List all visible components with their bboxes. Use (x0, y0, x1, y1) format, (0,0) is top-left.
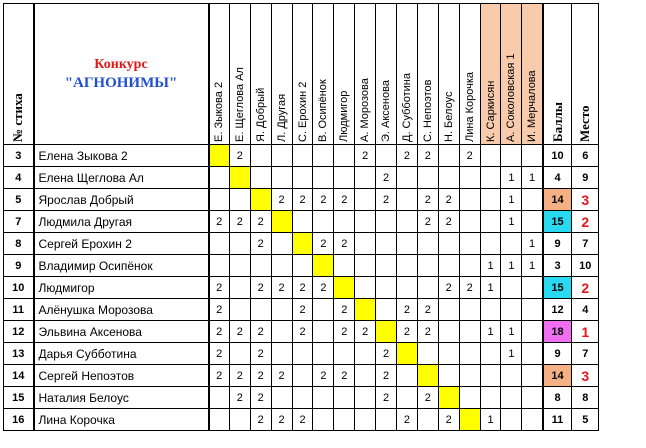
score-cell (480, 167, 501, 189)
score-cell: 2 (417, 321, 438, 343)
score-cell: 2 (417, 189, 438, 211)
score-cell (334, 255, 355, 277)
place-cell: 6 (572, 145, 599, 167)
score-cell (292, 343, 313, 365)
score-cell (250, 255, 271, 277)
score-cell: 2 (334, 365, 355, 387)
score-cell: 2 (292, 277, 313, 299)
place-cell: 10 (572, 255, 599, 277)
score-cell (313, 145, 334, 167)
table-row (4, 277, 599, 299)
score-cell (334, 409, 355, 431)
points-cell: 9 (543, 343, 572, 365)
score-cell: 1 (501, 189, 522, 211)
place-cell: 7 (572, 343, 599, 365)
score-cell: 2 (438, 211, 459, 233)
score-cell (334, 167, 355, 189)
table-row (4, 387, 599, 409)
score-cell (355, 409, 376, 431)
score-cell: 2 (334, 299, 355, 321)
place-cell: 2 (572, 277, 599, 299)
score-cell: 2 (250, 387, 271, 409)
score-cell: 2 (417, 211, 438, 233)
score-cell (397, 277, 418, 299)
points-cell: 9 (543, 233, 572, 255)
score-cell: 2 (292, 189, 313, 211)
score-cell (501, 387, 522, 409)
score-cell: 2 (334, 233, 355, 255)
score-cell (501, 277, 522, 299)
place-cell: 2 (572, 211, 599, 233)
table-row (4, 409, 599, 431)
row-number: 10 (4, 277, 34, 299)
row-number-header: № стиха (4, 4, 34, 145)
score-cell (522, 409, 543, 431)
score-cell (355, 365, 376, 387)
score-cell: 2 (376, 365, 397, 387)
score-cell (480, 189, 501, 211)
score-cell (480, 299, 501, 321)
points-cell: 15 (543, 277, 572, 299)
author-name: Лина Корочка (34, 409, 209, 431)
author-name: Алёнушка Морозова (34, 299, 209, 321)
author-name: Сергей Ерохин 2 (34, 233, 209, 255)
table-row (4, 321, 599, 343)
score-cell: 2 (397, 299, 418, 321)
score-cell (417, 277, 438, 299)
score-cell (292, 255, 313, 277)
score-cell: 2 (334, 189, 355, 211)
points-cell: 14 (543, 189, 572, 211)
score-cell (376, 299, 397, 321)
score-cell (438, 145, 459, 167)
score-cell (271, 167, 292, 189)
score-cell: 2 (250, 409, 271, 431)
score-cell (334, 277, 355, 299)
score-cell: 2 (292, 321, 313, 343)
column-header: В. Осипёнок (313, 4, 334, 145)
score-cell: 1 (522, 255, 543, 277)
score-cell (229, 343, 250, 365)
score-cell: 2 (376, 189, 397, 211)
score-cell (459, 387, 480, 409)
score-cell (209, 145, 230, 167)
place-cell: 9 (572, 167, 599, 189)
score-cell (376, 211, 397, 233)
score-cell (355, 387, 376, 409)
score-cell (459, 167, 480, 189)
row-number: 16 (4, 409, 34, 431)
score-cell: 1 (501, 343, 522, 365)
table-row (4, 145, 599, 167)
score-cell (229, 255, 250, 277)
score-cell (376, 255, 397, 277)
score-cell (459, 211, 480, 233)
contest-title-line2: "АГНОНИМЫ" (64, 74, 178, 91)
score-cell: 1 (522, 167, 543, 189)
score-cell (480, 343, 501, 365)
score-cell (229, 233, 250, 255)
score-cell (522, 343, 543, 365)
score-cell (229, 299, 250, 321)
score-cell (355, 189, 376, 211)
score-cell (313, 211, 334, 233)
row-number: 8 (4, 233, 34, 255)
contest-title (34, 4, 209, 145)
score-cell: 2 (313, 277, 334, 299)
score-cell: 1 (480, 321, 501, 343)
score-cell: 2 (313, 189, 334, 211)
place-cell: 3 (572, 365, 599, 387)
score-cell (355, 167, 376, 189)
column-header: С. Ерохин 2 (292, 4, 313, 145)
score-cell: 2 (250, 233, 271, 255)
column-header: К. Саркисян (480, 4, 501, 145)
row-number: 11 (4, 299, 34, 321)
score-cell: 2 (417, 299, 438, 321)
table-row (4, 299, 599, 321)
author-name: Наталия Белоус (34, 387, 209, 409)
row-number: 14 (4, 365, 34, 387)
author-name: Владимир Осипёнок (34, 255, 209, 277)
score-cell (376, 277, 397, 299)
row-number: 7 (4, 211, 34, 233)
score-cell: 2 (229, 365, 250, 387)
table-row (4, 189, 599, 211)
score-cell: 1 (501, 255, 522, 277)
place-cell: 3 (572, 189, 599, 211)
score-cell (480, 233, 501, 255)
score-cell: 2 (438, 189, 459, 211)
score-cell (209, 409, 230, 431)
score-cell (271, 233, 292, 255)
score-cell (313, 343, 334, 365)
score-cell (292, 167, 313, 189)
score-cell (355, 211, 376, 233)
score-cell (397, 343, 418, 365)
score-cell: 2 (209, 211, 230, 233)
score-cell: 2 (250, 321, 271, 343)
row-number: 9 (4, 255, 34, 277)
score-cell (313, 409, 334, 431)
score-cell (313, 387, 334, 409)
score-cell (313, 167, 334, 189)
column-header: Е. Щеглова Ал (229, 4, 250, 145)
points-cell: 14 (543, 365, 572, 387)
score-cell (522, 211, 543, 233)
score-cell (480, 365, 501, 387)
score-cell (376, 233, 397, 255)
score-cell (459, 189, 480, 211)
score-cell (501, 299, 522, 321)
column-header: Е. Зыкова 2 (209, 4, 230, 145)
score-cell (438, 365, 459, 387)
score-cell (250, 299, 271, 321)
score-cell (501, 365, 522, 387)
score-cell: 2 (229, 211, 250, 233)
score-cell (522, 277, 543, 299)
score-cell: 2 (376, 343, 397, 365)
points-cell: 3 (543, 255, 572, 277)
score-cell (313, 299, 334, 321)
score-cell: 2 (376, 167, 397, 189)
author-name: Эльвина Аксенова (34, 321, 209, 343)
score-cell (376, 145, 397, 167)
score-cell: 2 (209, 277, 230, 299)
column-header: Л. Другая (271, 4, 292, 145)
score-cell (417, 233, 438, 255)
score-cell (355, 233, 376, 255)
table-row (4, 255, 599, 277)
score-cell (292, 145, 313, 167)
column-header: Я. Добрый (250, 4, 271, 145)
header-row (4, 4, 599, 145)
score-cell (209, 255, 230, 277)
column-header: Н. Белоус (438, 4, 459, 145)
score-cell (271, 299, 292, 321)
score-cell: 2 (229, 145, 250, 167)
score-cell: 2 (271, 277, 292, 299)
score-cell (292, 211, 313, 233)
score-cell (229, 277, 250, 299)
table-row (4, 211, 599, 233)
score-cell (417, 409, 438, 431)
score-cell (397, 211, 418, 233)
score-cell (438, 387, 459, 409)
score-cell: 2 (417, 145, 438, 167)
score-cell: 2 (250, 343, 271, 365)
contest-title-line1: Конкурс (94, 56, 148, 72)
score-cell (229, 167, 250, 189)
score-cell (501, 233, 522, 255)
table-row (4, 343, 599, 365)
points-cell: 10 (543, 145, 572, 167)
score-cell (334, 211, 355, 233)
score-cell (313, 321, 334, 343)
score-cell (209, 189, 230, 211)
author-name: Дарья Субботина (34, 343, 209, 365)
score-cell (376, 409, 397, 431)
score-cell: 2 (313, 233, 334, 255)
score-cell (355, 255, 376, 277)
score-cell (522, 145, 543, 167)
score-cell (480, 145, 501, 167)
score-cell: 2 (397, 145, 418, 167)
place-cell: 7 (572, 233, 599, 255)
score-cell (459, 321, 480, 343)
score-cell (459, 299, 480, 321)
score-cell (355, 277, 376, 299)
score-cell (459, 343, 480, 365)
author-name: Елена Щеглова Ал (34, 167, 209, 189)
score-cell (250, 167, 271, 189)
score-cell (417, 343, 438, 365)
column-header: И. Мерчалова (522, 4, 543, 145)
column-header: А. Морозова (355, 4, 376, 145)
score-cell: 2 (209, 365, 230, 387)
points-header: Баллы (543, 4, 572, 145)
place-cell: 4 (572, 299, 599, 321)
score-cell: 2 (209, 321, 230, 343)
score-cell: 2 (271, 409, 292, 431)
score-cell (438, 299, 459, 321)
row-number: 3 (4, 145, 34, 167)
place-cell: 1 (572, 321, 599, 343)
score-table (3, 3, 599, 431)
score-cell (250, 145, 271, 167)
column-header: А. Соколовская 1 (501, 4, 522, 145)
score-cell (459, 255, 480, 277)
score-cell (397, 365, 418, 387)
score-cell: 1 (501, 321, 522, 343)
score-cell: 2 (438, 409, 459, 431)
score-cell: 2 (397, 321, 418, 343)
points-cell: 15 (543, 211, 572, 233)
column-header: Лина Корочка (459, 4, 480, 145)
score-cell (292, 387, 313, 409)
row-number: 12 (4, 321, 34, 343)
score-cell (397, 233, 418, 255)
score-cell (480, 387, 501, 409)
score-cell (480, 211, 501, 233)
score-cell: 2 (250, 365, 271, 387)
score-cell (522, 189, 543, 211)
place-header: Место (572, 4, 599, 145)
score-cell: 2 (292, 409, 313, 431)
row-number: 13 (4, 343, 34, 365)
score-cell (397, 167, 418, 189)
score-cell: 2 (271, 189, 292, 211)
score-cell: 2 (459, 277, 480, 299)
points-cell: 18 (543, 321, 572, 343)
score-cell (271, 255, 292, 277)
points-cell: 8 (543, 387, 572, 409)
author-name: Сергей Непоэтов (34, 365, 209, 387)
score-cell (209, 233, 230, 255)
score-cell (459, 233, 480, 255)
score-cell (438, 343, 459, 365)
score-cell: 2 (334, 321, 355, 343)
score-cell (397, 189, 418, 211)
score-cell (271, 387, 292, 409)
score-cell: 2 (313, 365, 334, 387)
score-cell (334, 145, 355, 167)
score-cell (438, 255, 459, 277)
score-cell (522, 321, 543, 343)
score-cell (438, 233, 459, 255)
score-cell (397, 387, 418, 409)
score-cell: 1 (501, 211, 522, 233)
row-number: 5 (4, 189, 34, 211)
score-cell: 2 (209, 343, 230, 365)
score-cell: 2 (417, 387, 438, 409)
score-cell (397, 255, 418, 277)
score-cell (250, 189, 271, 211)
score-cell (459, 409, 480, 431)
row-number: 4 (4, 167, 34, 189)
score-cell (355, 343, 376, 365)
score-cell (459, 365, 480, 387)
score-cell (355, 299, 376, 321)
score-cell (438, 167, 459, 189)
column-header: Э. Аксенова (376, 4, 397, 145)
score-cell (334, 343, 355, 365)
score-cell (209, 387, 230, 409)
score-cell: 1 (501, 167, 522, 189)
score-cell: 2 (292, 299, 313, 321)
score-cell: 2 (376, 387, 397, 409)
score-cell: 2 (229, 387, 250, 409)
score-cell: 2 (355, 145, 376, 167)
score-cell: 2 (459, 145, 480, 167)
score-cell (313, 255, 334, 277)
table-row (4, 167, 599, 189)
author-name: Людмила Другая (34, 211, 209, 233)
score-cell: 2 (355, 321, 376, 343)
score-cell (522, 365, 543, 387)
column-header: Д. Субботина (397, 4, 418, 145)
score-cell: 2 (250, 211, 271, 233)
table-row (4, 365, 599, 387)
place-cell: 5 (572, 409, 599, 431)
column-header: Людмигор (334, 4, 355, 145)
score-cell (417, 167, 438, 189)
score-cell: 1 (480, 255, 501, 277)
score-cell (229, 189, 250, 211)
score-cell (376, 321, 397, 343)
score-cell (271, 321, 292, 343)
score-cell (417, 255, 438, 277)
points-cell: 4 (543, 167, 572, 189)
table-row (4, 233, 599, 255)
score-cell (522, 299, 543, 321)
score-cell (438, 321, 459, 343)
score-cell (417, 365, 438, 387)
score-cell: 2 (397, 409, 418, 431)
score-cell (229, 409, 250, 431)
score-cell (271, 145, 292, 167)
row-number: 15 (4, 387, 34, 409)
score-cell (271, 343, 292, 365)
score-cell: 2 (271, 365, 292, 387)
score-cell (292, 233, 313, 255)
score-cell (501, 409, 522, 431)
points-cell: 11 (543, 409, 572, 431)
score-cell (292, 365, 313, 387)
score-cell (522, 387, 543, 409)
score-cell (334, 387, 355, 409)
column-header: С. Непоэтов (417, 4, 438, 145)
score-cell (501, 145, 522, 167)
author-name: Ярослав Добрый (34, 189, 209, 211)
score-cell: 1 (522, 233, 543, 255)
score-cell: 2 (250, 277, 271, 299)
points-cell: 12 (543, 299, 572, 321)
score-cell: 1 (480, 277, 501, 299)
score-cell: 2 (438, 277, 459, 299)
author-name: Людмигор (34, 277, 209, 299)
author-name: Елена Зыкова 2 (34, 145, 209, 167)
place-cell: 8 (572, 387, 599, 409)
score-cell: 2 (229, 321, 250, 343)
score-cell (271, 211, 292, 233)
score-cell: 2 (209, 299, 230, 321)
score-cell (209, 167, 230, 189)
score-cell: 1 (480, 409, 501, 431)
